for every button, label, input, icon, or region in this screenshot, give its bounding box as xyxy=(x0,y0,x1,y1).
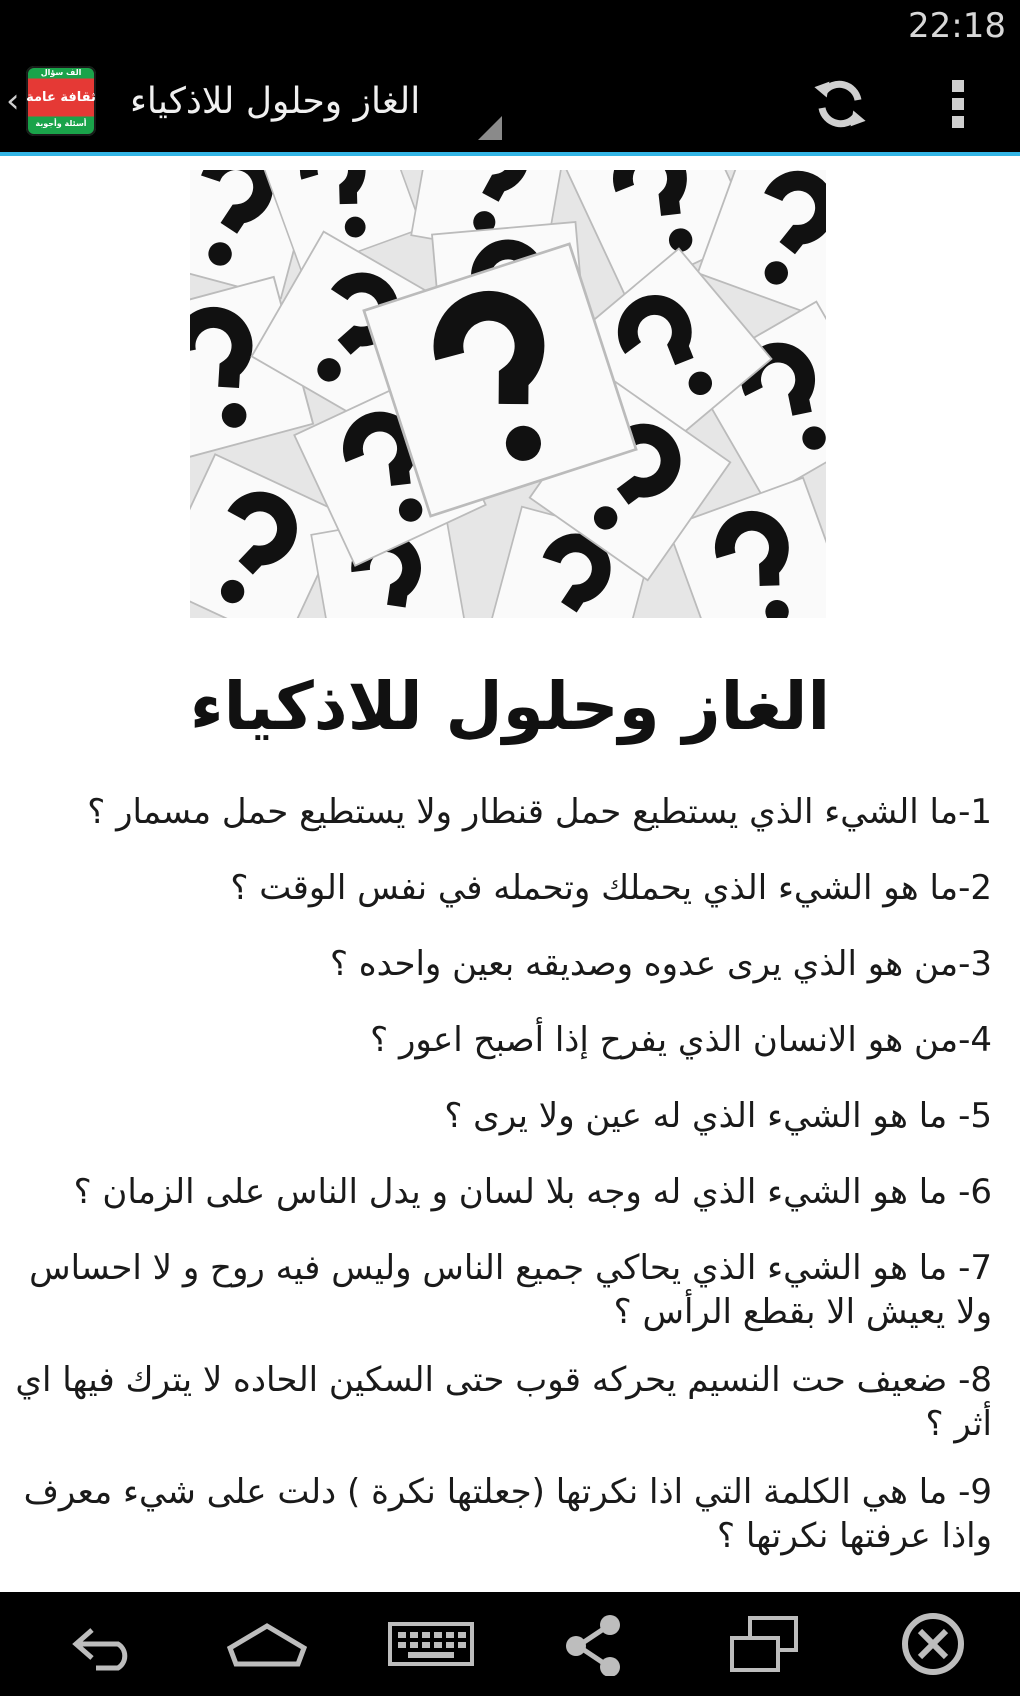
question-marks-image xyxy=(190,170,826,618)
riddle-item: 4-من هو الانسان الذي يفرح إذا أصبح اعور ؟ xyxy=(370,1020,992,1060)
riddles-list xyxy=(14,790,1004,1582)
home-icon[interactable] xyxy=(222,1612,312,1676)
navigation-bar xyxy=(0,1592,1020,1696)
page-title: الغاز وحلول للاذكياء xyxy=(189,668,831,745)
riddle-item: 5- ما هو الشيء الذي له عين ولا يرى ؟ xyxy=(444,1096,992,1136)
riddle-item: 8- ضعيف حت النسيم يحركه قوب حتى السكين الحاده لا يترك فيها اي أثر ؟ xyxy=(15,1360,992,1444)
action-bar-divider xyxy=(0,152,1020,156)
riddle-item: 6- ما هو الشيء الذي له وجه بلا لسان و يدل الناس على الزمان ؟ xyxy=(73,1172,992,1212)
app-icon-line3: أسئلة وأجوبة xyxy=(35,119,87,128)
share-icon[interactable] xyxy=(548,1612,638,1676)
action-bar-title[interactable]: الغاز وحلول للاذكياء xyxy=(130,81,421,122)
back-icon[interactable] xyxy=(56,1612,146,1676)
riddle-item: 9- ما هي الكلمة التي اذا نكرتها (جعلتها نكرة ) دلت على شيء معرف واذا عرفتها نكرتها ؟ xyxy=(23,1472,992,1556)
recent-apps-icon[interactable] xyxy=(720,1612,810,1676)
status-time: 22:18 xyxy=(908,6,1006,46)
riddle-item: 2-ما هو الشيء الذي يحملك وتحمله في نفس الوقت ؟ xyxy=(230,868,992,908)
app-logo-icon[interactable] xyxy=(26,66,96,136)
app-icon-line2: ثقافة عامة xyxy=(26,90,96,105)
riddle-item: 1-ما الشيء الذي يستطيع حمل قنطار ولا يستطيع حمل مسمار ؟ xyxy=(87,792,992,832)
question-cards-illustration xyxy=(190,170,826,618)
action-bar xyxy=(0,54,1020,152)
dropdown-indicator-icon xyxy=(478,116,502,140)
up-caret-icon[interactable]: ‹ xyxy=(6,81,20,121)
keyboard-icon[interactable] xyxy=(386,1612,476,1676)
status-bar xyxy=(0,0,1020,54)
overflow-menu-icon[interactable] xyxy=(944,76,972,132)
app-icon-line1: الف سؤال xyxy=(40,68,82,77)
riddle-item: 3-من هو الذي يرى عدوه وصديقه بعين واحده ؟ xyxy=(329,944,992,984)
refresh-icon[interactable] xyxy=(812,76,868,132)
riddle-item: 7- ما هو الشيء الذي يحاكي جميع الناس وليس فيه روح و لا احساس ولا يعيش الا بقطع الرأس ؟ xyxy=(29,1248,992,1332)
close-icon[interactable] xyxy=(888,1612,978,1676)
